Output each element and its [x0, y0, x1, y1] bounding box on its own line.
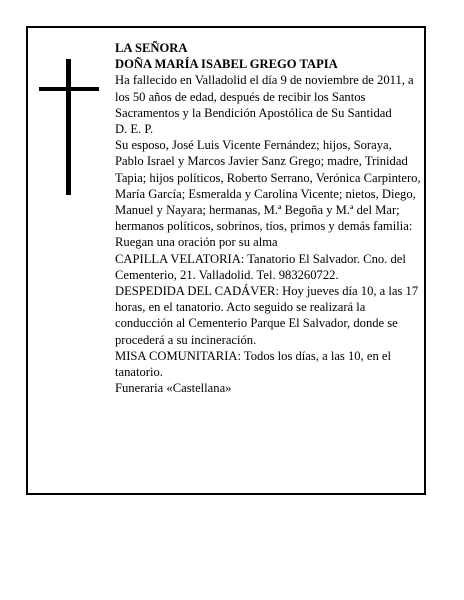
deceased-name: DOÑA MARÍA ISABEL GREGO TAPIA: [115, 57, 338, 72]
notice-heading: LA SEÑORA: [115, 41, 188, 55]
death-announcement: Ha fallecido en Valladolid el día 9 de noviembre de 2011, a los 50 años de edad, después de recibir los Santos Sacramentos y la Bendición Apostólica de Su Santidad: [115, 73, 414, 120]
rest-in-peace: D. E. P.: [115, 122, 154, 137]
funeral-home: Funeraria «Castellana»: [115, 381, 232, 396]
cross-horizontal-bar: [39, 87, 99, 91]
cross-vertical-bar: [66, 59, 71, 195]
obituary-notice: [26, 26, 426, 495]
mass-info: MISA COMUNITARIA: Todos los días, a las 10, en el tanatorio.: [115, 348, 391, 380]
obituary-text: [115, 40, 423, 396]
prayer-request: Ruegan una oración por su alma: [115, 235, 278, 250]
family-list: Su esposo, José Luis Vicente Fernández; hijos, Soraya, Pablo Israel y Marcos Javier Sanz Grego; madre, Trinidad Tapia; hijos políticos, Roberto Serrano, Verónica Carpintero, María García; Esmeralda y Carolina Vicente; nietos, Diego, Manuel y Nayara; hermanas, M.ª Begoña y M.ª del Mar; hermanos políticos, sobrinos, tíos, primos y demás familia:: [115, 138, 421, 234]
chapel-info: CAPILLA VELATORIA: Tanatorio El Salvador. Cno. del Cementerio, 21. Valladolid. Tel. 983260722.: [115, 251, 406, 282]
farewell-info: DESPEDIDA DEL CADÁVER: Hoy jueves día 10, a las 17 horas, en el tanatorio. Acto seguido se realizará la conducción al Cementerio Parque El Salvador, donde se procederá a su incineración.: [115, 284, 419, 347]
